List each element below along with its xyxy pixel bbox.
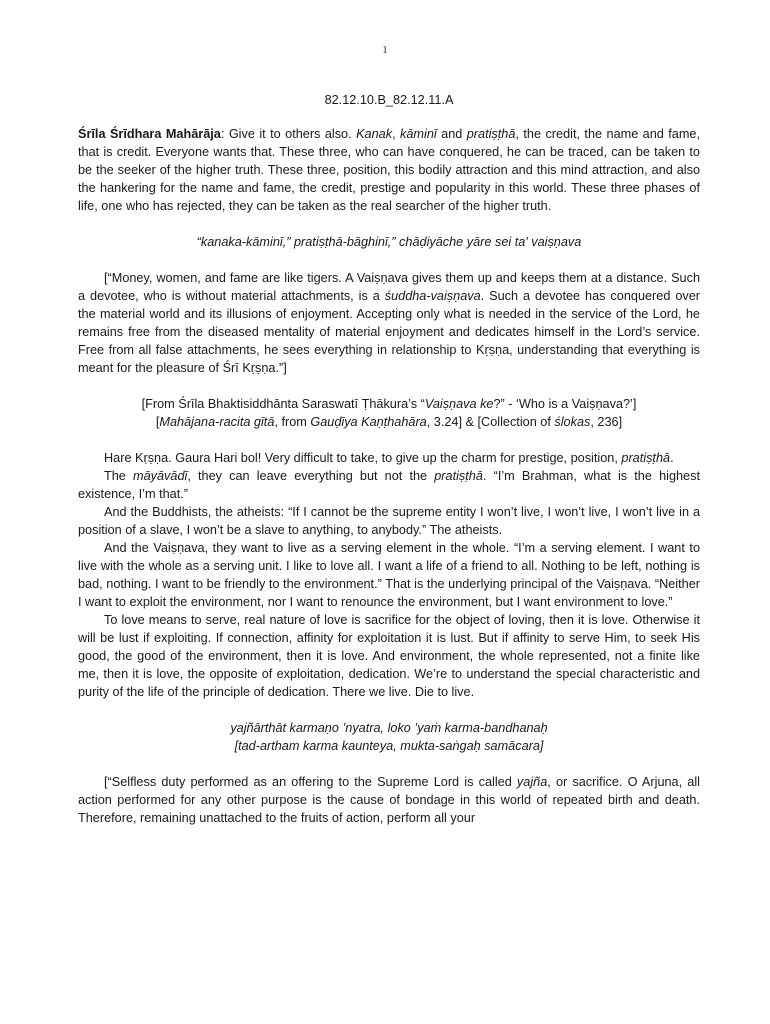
paragraph-love: To love means to serve, real nature of love is sacrifice for the object of loving, then it is love. Otherwise it will be lust if exploiting. If connection, affinity for exploitation it is lust. But if affinity to serve Him, to seek His good, the good of the environment, then it is love. And environment, the whole represented, not a finite like me, then it is love, the opposite of exploitation, dedication. We’re to understand the special characteristic and purity of the life of the principle of dedication. There we live. Die to live. (78, 613, 700, 699)
term-italic: Mahājana-racita gītā (159, 415, 275, 429)
text-segment: ?” - ‘Who is a Vaiṣṇava?’] (493, 397, 637, 411)
paragraph-selfless-duty (78, 773, 700, 827)
speaker-name: Śrīla Śrīdhara Mahārāja (78, 127, 221, 141)
term-italic: ślokas (554, 415, 591, 429)
text-segment: and (436, 127, 467, 141)
term-italic: Kanak (356, 127, 393, 141)
text-segment: : Give it to others also. (220, 127, 357, 141)
paragraph-translation (78, 269, 700, 377)
text-segment: . (670, 451, 674, 465)
document-body (78, 91, 700, 827)
paragraph-buddhists: And the Buddhists, the atheists: “If I cannot be the supreme entity I won’t live, I won’t live, I won’t live in a position of a slave, I won’t be a slave to anything, to anybody.” The atheists. (78, 505, 700, 537)
text-segment: The (104, 469, 134, 483)
document-title: 82.12.10.B_82.12.11.A (324, 93, 454, 107)
text-segment: , (392, 127, 401, 141)
text-segment: , or sacrifice. O Arjuna, all action performed for any other purpose is the cause of bondage in this world of repeated birth and death. Therefore, remaining unattached to the fruits of action, perform all your (78, 775, 700, 825)
term-italic: pratiṣṭhā (434, 469, 483, 483)
text-segment: , 3.24] & [Collection of (426, 415, 555, 429)
paragraph-hare-krishna (78, 449, 700, 467)
text-segment: [“Selfless duty performed as an offering to the Supreme Lord is called (104, 775, 517, 789)
term-italic: Vaiṣṇava ke (424, 397, 494, 411)
text-segment: Hare Kṛṣṇa. Gaura Hari bol! Very difficult to take, to give up the charm for prestige, position, (104, 451, 622, 465)
verse-yajnarthat-line-1: yajñārthāt karmaṇo ’nyatra, loko ’yaṁ karma-bandhanaḥ (230, 721, 548, 735)
text-segment: , from (274, 415, 311, 429)
term-italic: pratiṣṭhā (621, 451, 671, 465)
text-segment: , they can leave everything but not the (187, 469, 435, 483)
page-number: 1 (382, 44, 388, 56)
verse-yajnarthat-line-2: [tad-artham karma kaunteya, mukta-saṅgaḥ samācara] (234, 739, 544, 753)
term-italic: yajña (516, 775, 548, 789)
text-segment: [From Śrīla Bhaktisiddhānta Saraswatī Ṭhākura’s “ (141, 397, 425, 411)
term-italic: pratiṣṭhā (466, 127, 516, 141)
reference-line-2 (78, 413, 700, 431)
text-segment: . Such a devotee has conquered over the material world and its illusions of enjoyment. Accepting only what is needed in the service of the Lord, he remains free from the diseased mentality of material enjoyment and dedicates himself in the Lord’s service. Free from all false attachments, he sees everything in relationship to Kṛṣṇa, understanding that everything is meant for the pleasure of Śrī Kṛṣṇa.”] (78, 289, 701, 375)
text-segment: . “I’m Brahman, what is the highest existence, I’m that.” (78, 469, 700, 501)
term-italic: kāminī (400, 127, 437, 141)
paragraph-vaishnava: And the Vaiṣṇava, they want to live as a serving element in the whole. “I’m a serving element. I want to live with the whole as a serving unit. I like to love all. I want a life of a friend to all. Nothing to be left, nothing is bad, nothing. I want to be friendly to the environment.” That is the underlying principal of the Vaiṣṇava. “Neither I want to exploit the environment, nor I want to renounce the environment, but I want environment to love.” (78, 541, 700, 609)
text-segment: , 236] (590, 415, 623, 429)
text-segment: [“Money, women, and fame are like tigers. A Vaiṣṇava gives them up and keeps them at a distance. Such a devotee, who is without material attachments, is a (78, 271, 700, 303)
term-italic: māyāvādī (133, 469, 188, 483)
text-segment: [ (155, 415, 160, 429)
paragraph-intro (78, 125, 700, 215)
term-italic: śuddha-vaiṣṇava (384, 289, 481, 303)
term-italic: Gauḍīya Kaṇṭhahāra (310, 415, 427, 429)
verse-kanaka-kamini: “kanaka-kāminī,” pratiṣṭhā-bāghinī,” chāḍiyāche yāre sei ta' vaiṣṇava (196, 235, 582, 249)
text-segment: , the credit, the name and fame, that is credit. Everyone wants that. These three, who can have conquered, he can be traced, can be taken to be the seeker of the higher truth. These three, position, this bodily attraction and this mind attraction, and also the hankering for the name and fame, the credit, prestige and popularity in this world. These three phases of life, one who has rejected, they can be taken as the real searcher of the higher truth. (78, 127, 701, 213)
paragraph-mayavadi (78, 467, 700, 503)
reference-line-1 (78, 395, 700, 413)
